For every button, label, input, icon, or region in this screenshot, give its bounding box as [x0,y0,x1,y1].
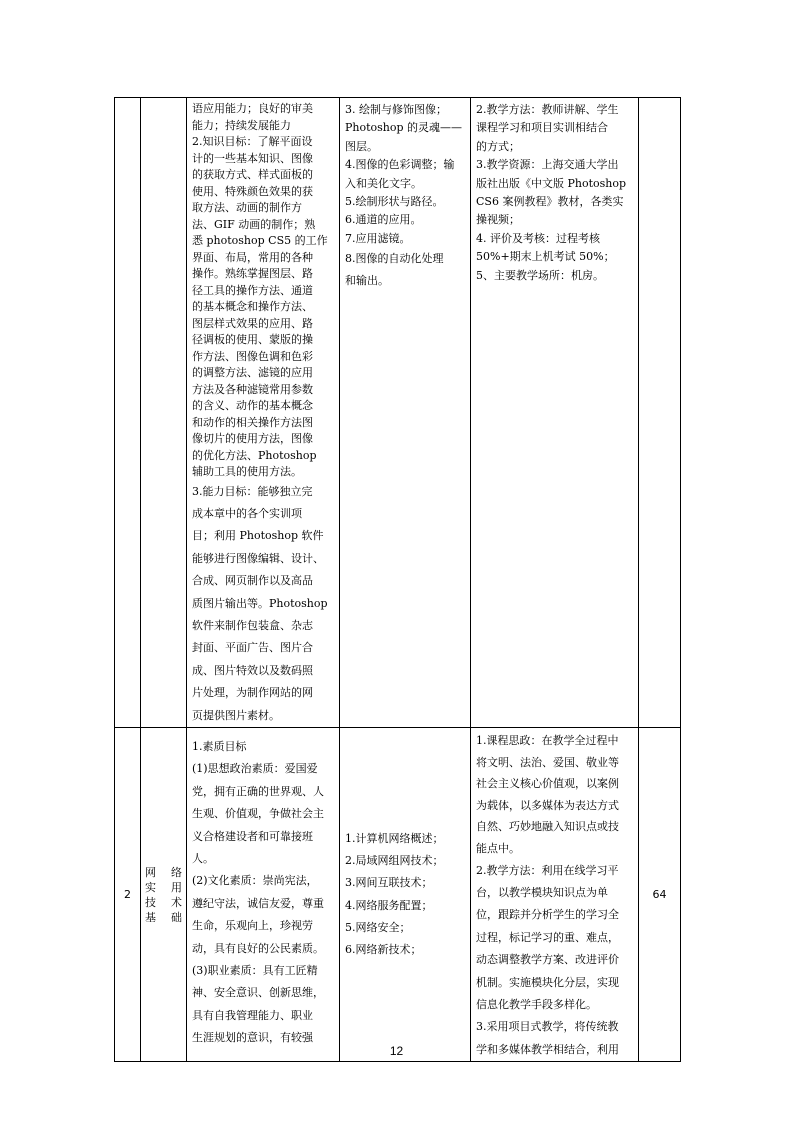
table-row [115,727,681,1061]
row2-methods-part2 [471,860,638,1062]
text-line: 具有自我管理能力、职业 [192,1008,313,1022]
row2-content-cell [340,727,471,1061]
text-line: 自然、巧妙地融入知识点或技 [476,820,619,834]
text-line: Photoshop 的灵魂—— [345,121,463,135]
row1-number-cell [115,98,141,728]
list-item: 3.网间互联技术； [345,876,433,890]
text-line: 图层。 [345,139,378,153]
text-line: 径调板的使用、蒙版的操 [192,333,313,346]
row1-name-cell [141,98,187,728]
text-line: 2.教学方法：教师讲解、学生 [476,103,619,116]
text-line: 1.课程思政：在教学全过程中 [476,733,619,747]
row2-objectives-cell [187,727,340,1061]
text-line: 3. 绘制与修饰图像； [345,103,447,116]
row1-objectives-part1 [187,98,339,481]
text-line: 1.素质目标 [192,739,247,753]
text-line: 神、安全意识、创新思维， [192,986,324,1000]
course-name-line: 网 络 [145,865,182,879]
text-line: 和输出。 [345,273,389,287]
text-line: 页提供图片素材。 [192,708,280,722]
row1-objectives-part2 [187,481,339,727]
text-line: 能点中。 [476,841,520,855]
text-line: 6.通道的应用。 [345,213,422,227]
text-line: 界面、布局，常用的各种 [192,250,313,264]
text-line: 的基本概念和操作方法、 [192,300,313,313]
text-line: 操作。熟练掌握图层、路 [192,267,313,280]
list-item: 6.网络新技术； [345,942,422,956]
list-item: 4.网络服务配置； [345,898,433,912]
text-line: 学和多媒体教学相结合，利用 [476,1042,619,1056]
text-line: 4.图像的色彩调整；输 [345,158,455,172]
text-line: 2.知识目标：了解平面设 [192,135,313,148]
text-line: 入和美化文字。 [345,176,422,190]
row2-methods-cell [471,727,639,1061]
list-item: 5.网络安全； [345,920,411,934]
table-row [115,98,681,728]
text-line: 3.能力目标：能够独立完 [192,484,313,498]
row2-hours-cell: 64 [639,727,681,1061]
text-line: 遵纪守法，诚信友爱，尊重 [192,896,324,910]
text-line: 50%+期末上机考试 50%； [476,250,615,264]
row2-objectives-text [187,728,339,1050]
row1-content-cell [340,98,471,728]
text-line: 目；利用 Photoshop 软件 [192,529,324,543]
text-line: 的获取方式、样式面板的 [192,168,313,181]
text-line: 悉 photoshop CS5 的工作 [192,234,328,247]
text-line: CS6 案例教程》教材，各类实 [476,195,624,209]
course-table [114,97,681,1062]
text-line: 生命，乐观向上，珍视劳 [192,919,313,933]
text-line: 合成、网页制作以及高品 [192,574,313,588]
text-line: 的优化方法、Photoshop [192,448,317,462]
text-line: 5.绘制形状与路径。 [345,195,444,209]
text-line: 课程学习和项目实训相结合 [476,121,608,135]
text-line: 动，具有良好的公民素质。 [192,941,324,955]
text-line: 义合格建设者和可靠接班 [192,829,313,843]
row1-hours-cell [639,98,681,728]
row1-methods-cell [471,98,639,728]
text-line: 7.应用滤镜。 [345,231,411,245]
course-name-line: 实 用 [145,880,182,894]
text-line: 取方法、动画的制作方 [192,201,302,214]
text-line: 3.教学资源：上海交通大学出 [476,158,619,172]
list-item: 2.局域网组网技术； [345,854,444,868]
text-line: 党，拥有正确的世界观、人 [192,784,324,798]
text-line: 径工具的操作方法、通道 [192,283,313,297]
text-line: 4. 评价及考核：过程考核 [476,231,600,245]
text-line: 的方式； [476,139,520,153]
text-line: 生涯规划的意识，有较强 [192,1031,313,1045]
text-line: 过程，标记学习的重、难点， [476,930,619,944]
text-line: 生观、价值观，争做社会主 [192,807,324,821]
course-name-line: 技 术 [145,895,182,909]
text-line: 的含义、动作的基本概念 [192,399,313,412]
text-line: 软件来制作包装盒、杂志 [192,618,313,632]
row2-name-cell [141,727,187,1061]
text-line: 语应用能力；良好的审美 [192,102,313,115]
text-line: 作方法、图像色调和色彩 [192,349,313,363]
text-line: 将文明、法治、爱国、敬业等 [476,755,619,769]
text-line: 片处理，为制作网站的网 [192,686,313,700]
text-line: 封面、平面广告、图片合 [192,641,313,655]
course-name-line: 基础 [145,910,182,924]
list-item: 1.计算机网络概述； [345,831,444,845]
row2-number-cell: 2 [115,727,141,1061]
text-line: 图层样式效果的应用、路 [192,316,313,330]
text-line: 方法及各种滤镜常用参数 [192,382,313,396]
text-line: 的调整方法、滤镜的应用 [192,366,313,379]
text-line: 版社出版《中文版 Photoshop [476,176,627,190]
row1-methods-text [471,98,638,285]
text-line: 能力；持续发展能力 [192,118,291,132]
text-line: 能够进行图像编辑、设计、 [192,551,324,565]
text-line: 位，跟踪并分析学生的学习全 [476,908,619,922]
text-line: 机制。实施模块化分层，实现 [476,975,619,989]
text-line: 操视频； [476,213,520,227]
row1-content-part1 [340,98,470,248]
text-line: 社会主义核心价值观，以案例 [476,777,619,791]
text-line: 台，以教学模块知识点为单 [476,885,608,899]
text-line: 使用、特殊颜色效果的获 [192,184,313,198]
text-line: (2)文化素质：崇尚宪法， [192,874,318,888]
page-number: 12 [389,1044,404,1058]
text-line: (3)职业素质：具有工匠精 [192,964,318,978]
text-line: (1)思想政治素质：爱国爱 [192,762,318,776]
text-line: 8.图像的自动化处理 [345,252,444,266]
text-line: 计的一些基本知识、图像 [192,151,313,165]
row1-objectives-cell [187,98,340,728]
text-line: 和动作的相关操作方法图 [192,415,313,429]
text-line: 2.教学方法：利用在线学习平 [476,863,619,877]
text-line: 成本章中的各个实训项 [192,506,302,520]
text-line: 信息化教学手段多样化。 [476,997,597,1011]
text-line: 像切片的使用方法，图像 [192,432,313,445]
row1-content-part2 [340,248,470,291]
text-line: 质图片输出等。Photoshop [192,596,328,610]
text-line: 人。 [192,852,214,865]
text-line: 5、主要教学场所：机房。 [476,268,604,282]
text-line: 3.采用项目式教学，将传统教 [476,1020,619,1034]
row2-methods-part1 [471,728,638,860]
text-line: 成、图片特效以及数码照 [192,663,313,677]
text-line: 辅助工具的使用方法。 [192,465,302,478]
text-line: 为载体，以多媒体为表达方式 [476,798,619,812]
text-line: 法、GIF 动画的制作；熟 [192,217,316,231]
text-line: 动态调整教学方案、改进评价 [476,953,619,967]
